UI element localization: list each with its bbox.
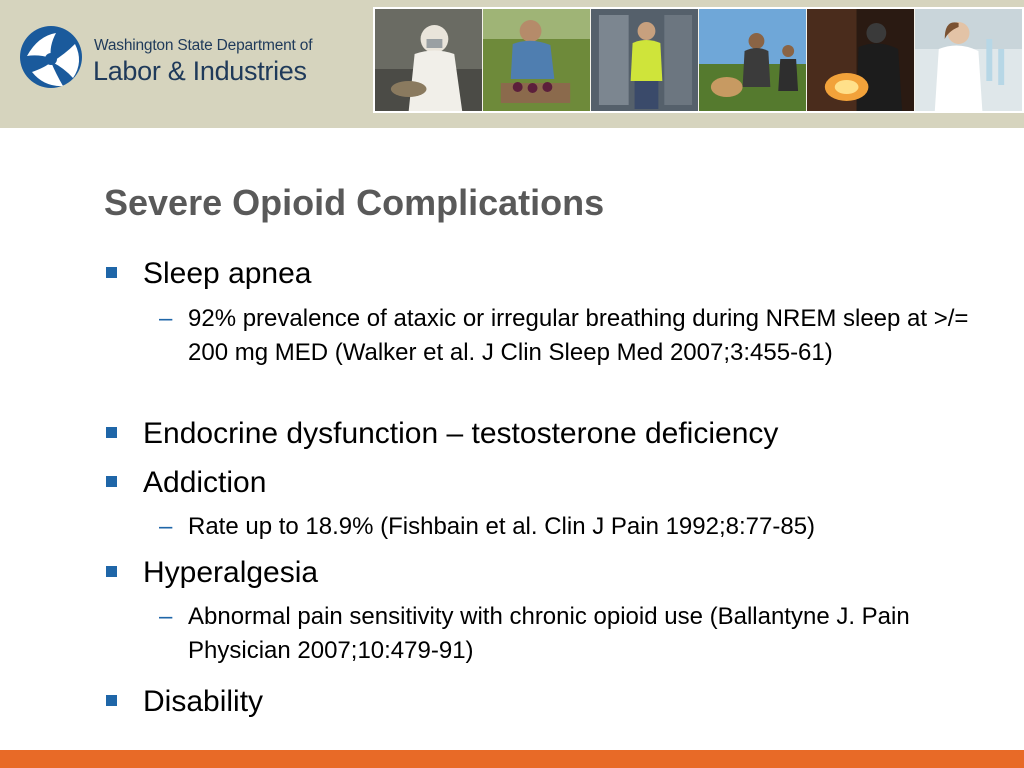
bullet-square-icon [106, 476, 117, 487]
sub-bullet-dash-icon: – [159, 305, 173, 332]
agency-logo [18, 24, 318, 92]
photo-field-workers [698, 9, 806, 111]
photo-strip [373, 7, 1024, 113]
photo-grape-harvest [482, 9, 590, 111]
photo-industrial-worker [590, 9, 698, 111]
sub-bullet-dash-icon: – [159, 513, 173, 540]
org-name-line2: Labor & Industries [93, 56, 307, 86]
org-name-line1: Washington State Department of [94, 37, 313, 54]
bullet-square-icon [106, 427, 117, 438]
bullet-square-icon [106, 267, 117, 278]
sub-bullet-dash-icon: – [159, 603, 173, 630]
slide-title: Severe Opioid Complications [104, 182, 605, 223]
sub-bullet-item: Abnormal pain sensitivity with chronic opioid use (Ballantyne J. Pain Physician 2007;10:479-91) [188, 603, 910, 664]
bullet-item: Endocrine dysfunction – testosterone deficiency [143, 417, 779, 450]
bullet-item: Disability [143, 685, 264, 718]
photo-worker-mask [375, 9, 482, 111]
sub-bullet-item: Rate up to 18.9% (Fishbain et al. Clin J Pain 1992;8:77-85) [188, 513, 816, 540]
bullet-item: Sleep apnea [143, 257, 312, 290]
footer-accent-bar [0, 750, 1024, 768]
photo-welder [806, 9, 914, 111]
bullet-item: Addiction [143, 466, 267, 499]
photo-lab-technician [914, 9, 1022, 111]
bullet-square-icon [106, 566, 117, 577]
agency-logo-icon [18, 24, 88, 90]
bullet-item: Hyperalgesia [143, 556, 319, 589]
header-banner [0, 0, 1024, 128]
bullet-square-icon [106, 695, 117, 706]
sub-bullet-item: 92% prevalence of ataxic or irregular breathing during NREM sleep at >/= 200 mg MED (Walker et al. J Clin Sleep Med 2007;3:455-61) [188, 305, 969, 366]
